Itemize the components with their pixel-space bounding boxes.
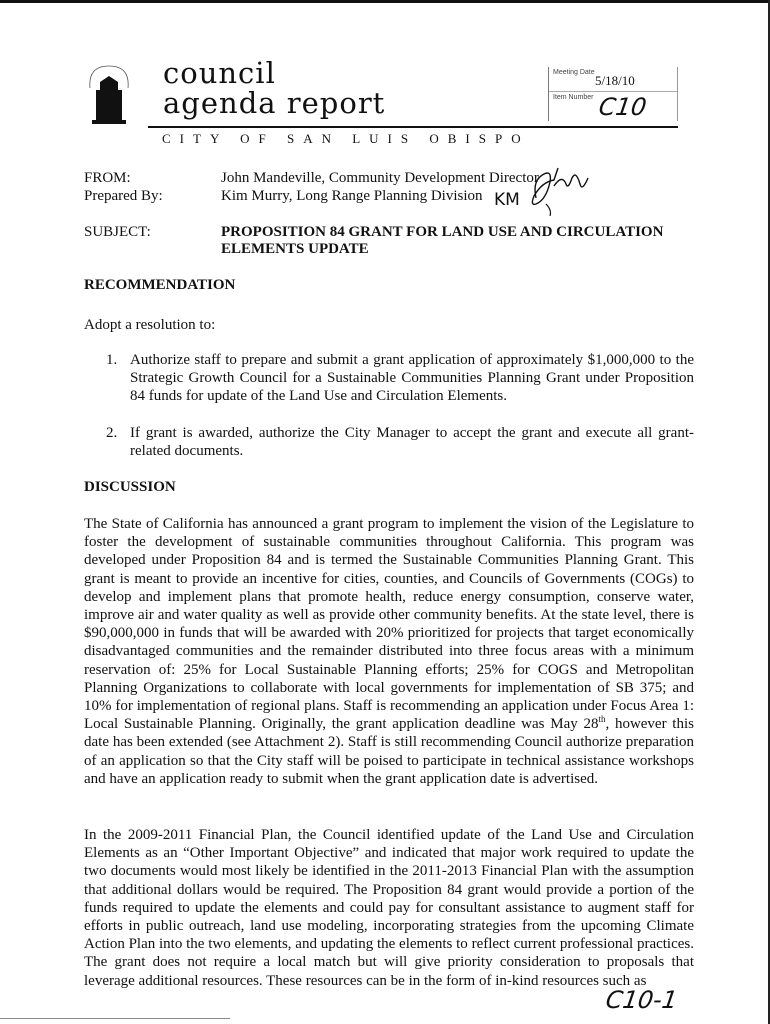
recommendation-heading: RECOMMENDATION: [84, 277, 236, 293]
discussion-heading: DISCUSSION: [84, 479, 176, 495]
letterhead-title-line1: council: [163, 56, 276, 90]
item-number-label: Item Number: [553, 94, 594, 101]
subject-label: SUBJECT:: [84, 224, 151, 240]
page-bottom-rule: [0, 1018, 230, 1019]
prepared-by-value: Kim Murry, Long Range Planning Division: [221, 188, 483, 204]
discussion-paragraph-2: In the 2009-2011 Financial Plan, the Council identified update of the Land Use and Circulation Elements as an “Other Important Objective” and indicated that major work required to update the two documents would most likely be identified in the 2011-2013 Financial Plan with the assumption that additional dollars would be required. The Proposition 84 grant would provide a portion of the funds required to update the elements and could pay for consultant assistance to augment staff for efforts in public outreach, land use modeling, incorporating strategies from the upcoming Climate Action Plan into the two elements, and updating the elements to reflect current professional practices. The grant does not require a local match but will give priority consideration to proposals that leverage additional resources. These resources can be in the form of in-kind resources such as: [84, 827, 694, 989]
signature-icon: [492, 160, 612, 216]
list-item-number: 2.: [106, 425, 118, 441]
page-number: C10-1: [604, 986, 680, 1014]
city-name: CITY OF SAN LUIS OBISPO: [162, 131, 530, 146]
paragraph-text: , however this date has been extended (see Attachment 2). Staff is still recommending Council authorize preparation of an application so that the City staff will be poised to participate in technical assistance workshops and have an application ready to submit when the grant application date is advertised.: [84, 716, 694, 787]
letterhead-rule: [148, 126, 678, 128]
meeting-info-box: [548, 67, 678, 121]
from-label: FROM:: [84, 170, 131, 186]
initials: KM: [494, 190, 520, 210]
paragraph-text: The State of California has announced a grant program to implement the vision of the Legislature to foster the development of sustainable communities throughout California. This program was developed under Proposition 84 and is termed the Sustainable Communities Planning Grant. This grant is meant to provide an incentive for cities, counties, and Councils of Governments (COGs) to develop and implement plans that promote health, reduce energy consumption, conserve water, improve air and water quality as well as provide other community benefits. At the state level, there is $90,000,000 in funds that will be awarded with 20% prioritized for projects that target economically disadvantaged communities and the remainder distributed into three focus areas with a minimum reservation of: 25% for Local Sustainable Planning efforts; 25% for COGS and Metropolitan Planning Organizations to collaborate with local governments for implementation of SB 375; and 10% for implementation of regional plans. Staff is recommending an application under Focus Area 1: Local Sustainable Planning. Originally, the grant application deadline was May 28: [84, 516, 694, 733]
meeting-info-divider: [549, 91, 677, 92]
discussion-paragraph-1: [84, 515, 694, 788]
list-item-text: If grant is awarded, authorize the City Manager to accept the grant and execute all grant-related documents.: [130, 425, 694, 460]
from-value: John Mandeville, Community Development Director: [221, 170, 539, 186]
letterhead-title-line2: agenda report: [163, 86, 386, 120]
meeting-date-label: Meeting Date: [553, 69, 595, 76]
ordinal-suffix: th: [598, 714, 606, 725]
page-top-border: [0, 0, 770, 3]
recommendation-intro: Adopt a resolution to:: [84, 317, 216, 333]
subject-line2: ELEMENTS UPDATE: [221, 241, 369, 257]
item-number: C10: [597, 93, 649, 121]
meeting-date: 5/18/10: [595, 73, 635, 88]
list-item-number: 1.: [106, 352, 118, 368]
subject-line1: PROPOSITION 84 GRANT FOR LAND USE AND CIRCULATION: [221, 224, 664, 240]
list-item-text: Authorize staff to prepare and submit a grant application of approximately $1,000,000 to the Strategic Growth Council for a Sustainable Communities Planning Grant under Proposition 84 funds for update of the Land Use and Circulation Elements.: [130, 352, 694, 405]
list-item: [106, 424, 694, 460]
city-logo-icon: [84, 62, 134, 130]
list-item: [106, 351, 694, 406]
prepared-by-label: Prepared By:: [84, 188, 163, 204]
